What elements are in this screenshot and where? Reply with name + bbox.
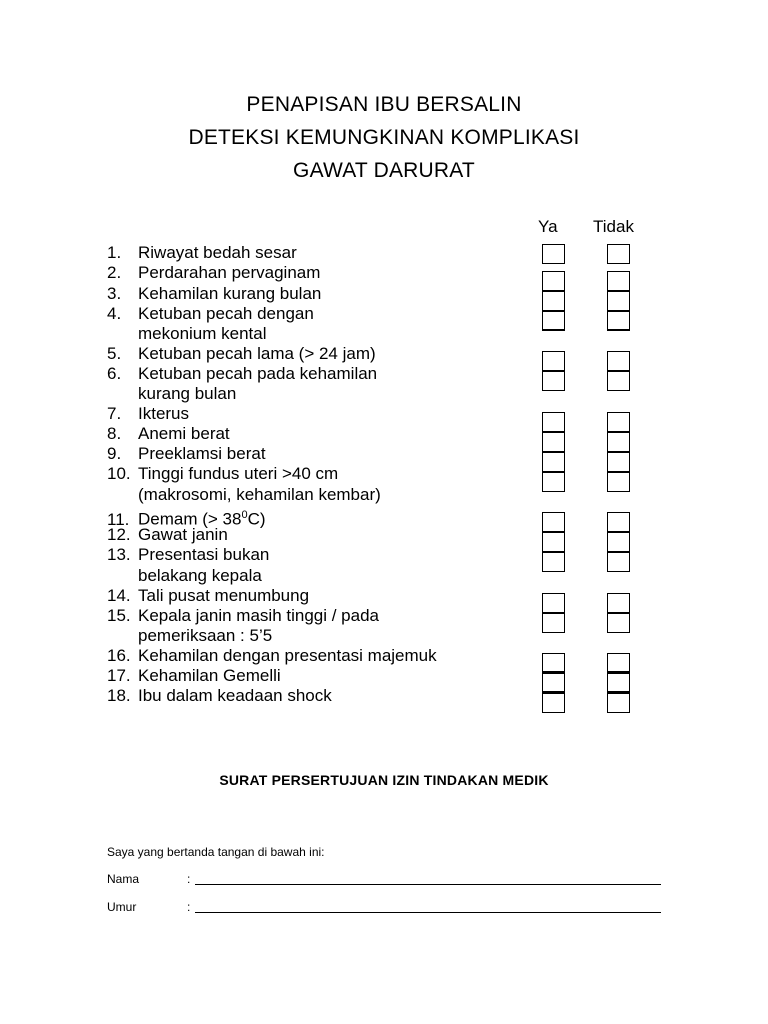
checkbox-tidak[interactable] (607, 452, 630, 472)
checkbox-tidak[interactable] (607, 673, 630, 693)
checklist-item-continuation: kurang bulan (138, 384, 237, 403)
checkbox-tidak[interactable] (607, 552, 630, 572)
checkbox-ya[interactable] (542, 371, 565, 391)
checklist-item: 13. Presentasi bukan (107, 545, 270, 564)
checklist-item: 2. Perdarahan pervaginam (107, 263, 321, 282)
checklist-item: 11. Demam (> $38^0C$) (107, 509, 266, 529)
checklist-item: 17. Kehamilan Gemelli (107, 666, 281, 685)
checkbox-tidak[interactable] (607, 432, 630, 452)
nama-fill-line[interactable] (195, 884, 661, 885)
checklist-item: 4. Ketuban pecah dengan (107, 304, 314, 323)
checkbox-tidak[interactable] (607, 412, 630, 432)
checkbox-tidak[interactable] (607, 693, 630, 713)
checklist-item-continuation: mekonium kental (138, 324, 267, 343)
checkbox-tidak[interactable] (607, 271, 630, 291)
umur-fill-line[interactable] (195, 912, 661, 913)
checkbox-tidak[interactable] (607, 512, 630, 532)
field-label-umur: Umur (107, 900, 137, 914)
checkbox-ya[interactable] (542, 613, 565, 633)
checkbox-ya[interactable] (542, 693, 565, 713)
checkbox-ya[interactable] (542, 673, 565, 693)
checkbox-ya[interactable] (542, 271, 565, 291)
checkbox-ya[interactable] (542, 552, 565, 572)
checklist-item: 16. Kehamilan dengan presentasi majemuk (107, 646, 437, 665)
checkbox-tidak[interactable] (607, 532, 630, 552)
superscript-degree: 0 (241, 509, 248, 521)
checkbox-ya[interactable] (542, 472, 565, 492)
checklist-item: 5. Ketuban pecah lama (> 24 jam) (107, 344, 376, 363)
checkbox-ya[interactable] (542, 653, 565, 673)
field-separator: : (187, 872, 191, 886)
form-title-line-3: GAWAT DARURAT (293, 159, 475, 182)
checklist-item: 12. Gawat janin (107, 525, 228, 544)
form-title-line-2: DETEKSI KEMUNGKINAN KOMPLIKASI (188, 126, 580, 149)
checkbox-ya[interactable] (542, 452, 565, 472)
form-title-line-1: PENAPISAN IBU BERSALIN (246, 93, 522, 116)
field-separator: : (187, 900, 191, 914)
column-header-tidak: Tidak (593, 217, 634, 236)
checkbox-ya[interactable] (542, 412, 565, 432)
checklist-item: 15. Kepala janin masih tinggi / pada (107, 606, 379, 625)
checkbox-ya[interactable] (542, 532, 565, 552)
checklist-item: 14. Tali pusat menumbung (107, 586, 310, 605)
field-label-nama: Nama (107, 872, 140, 886)
checklist-item: 6. Ketuban pecah pada kehamilan (107, 364, 378, 383)
checklist-item: 18. Ibu dalam keadaan shock (107, 686, 332, 705)
column-header-ya: Ya (538, 217, 558, 236)
checkbox-ya[interactable] (542, 291, 565, 311)
checkbox-tidak[interactable] (607, 351, 630, 371)
checkbox-ya[interactable] (542, 351, 565, 371)
checkbox-ya[interactable] (542, 311, 565, 331)
consent-intro: Saya yang bertanda tangan di bawah ini: (107, 845, 325, 859)
checklist-item: 9. Preeklamsi berat (107, 444, 266, 463)
checklist-item: 3. Kehamilan kurang bulan (107, 284, 322, 303)
checkbox-tidak[interactable] (607, 371, 630, 391)
checkbox-tidak[interactable] (607, 311, 630, 331)
checklist-item: 7. Ikterus (107, 404, 190, 423)
checklist-item-continuation: (makrosomi, kehamilan kembar) (138, 485, 381, 504)
checkbox-ya[interactable] (542, 512, 565, 532)
checkbox-tidak[interactable] (607, 613, 630, 633)
checkbox-ya[interactable] (542, 593, 565, 613)
checklist-item: 1. Riwayat bedah sesar (107, 243, 297, 262)
checkbox-ya[interactable] (542, 432, 565, 452)
checklist-item: 10. Tinggi fundus uteri >40 cm (107, 464, 339, 483)
checklist-item-continuation: pemeriksaan : 5’5 (138, 626, 273, 645)
consent-title: SURAT PERSERTUJUAN IZIN TINDAKAN MEDIK (219, 772, 549, 788)
checkbox-tidak[interactable] (607, 653, 630, 673)
checklist-item-continuation: belakang kepala (138, 566, 262, 585)
checkbox-tidak[interactable] (607, 593, 630, 613)
checklist-item: 8. Anemi berat (107, 424, 230, 443)
checkbox-tidak[interactable] (607, 244, 630, 264)
checkbox-tidak[interactable] (607, 291, 630, 311)
checkbox-tidak[interactable] (607, 472, 630, 492)
checkbox-ya[interactable] (542, 244, 565, 264)
